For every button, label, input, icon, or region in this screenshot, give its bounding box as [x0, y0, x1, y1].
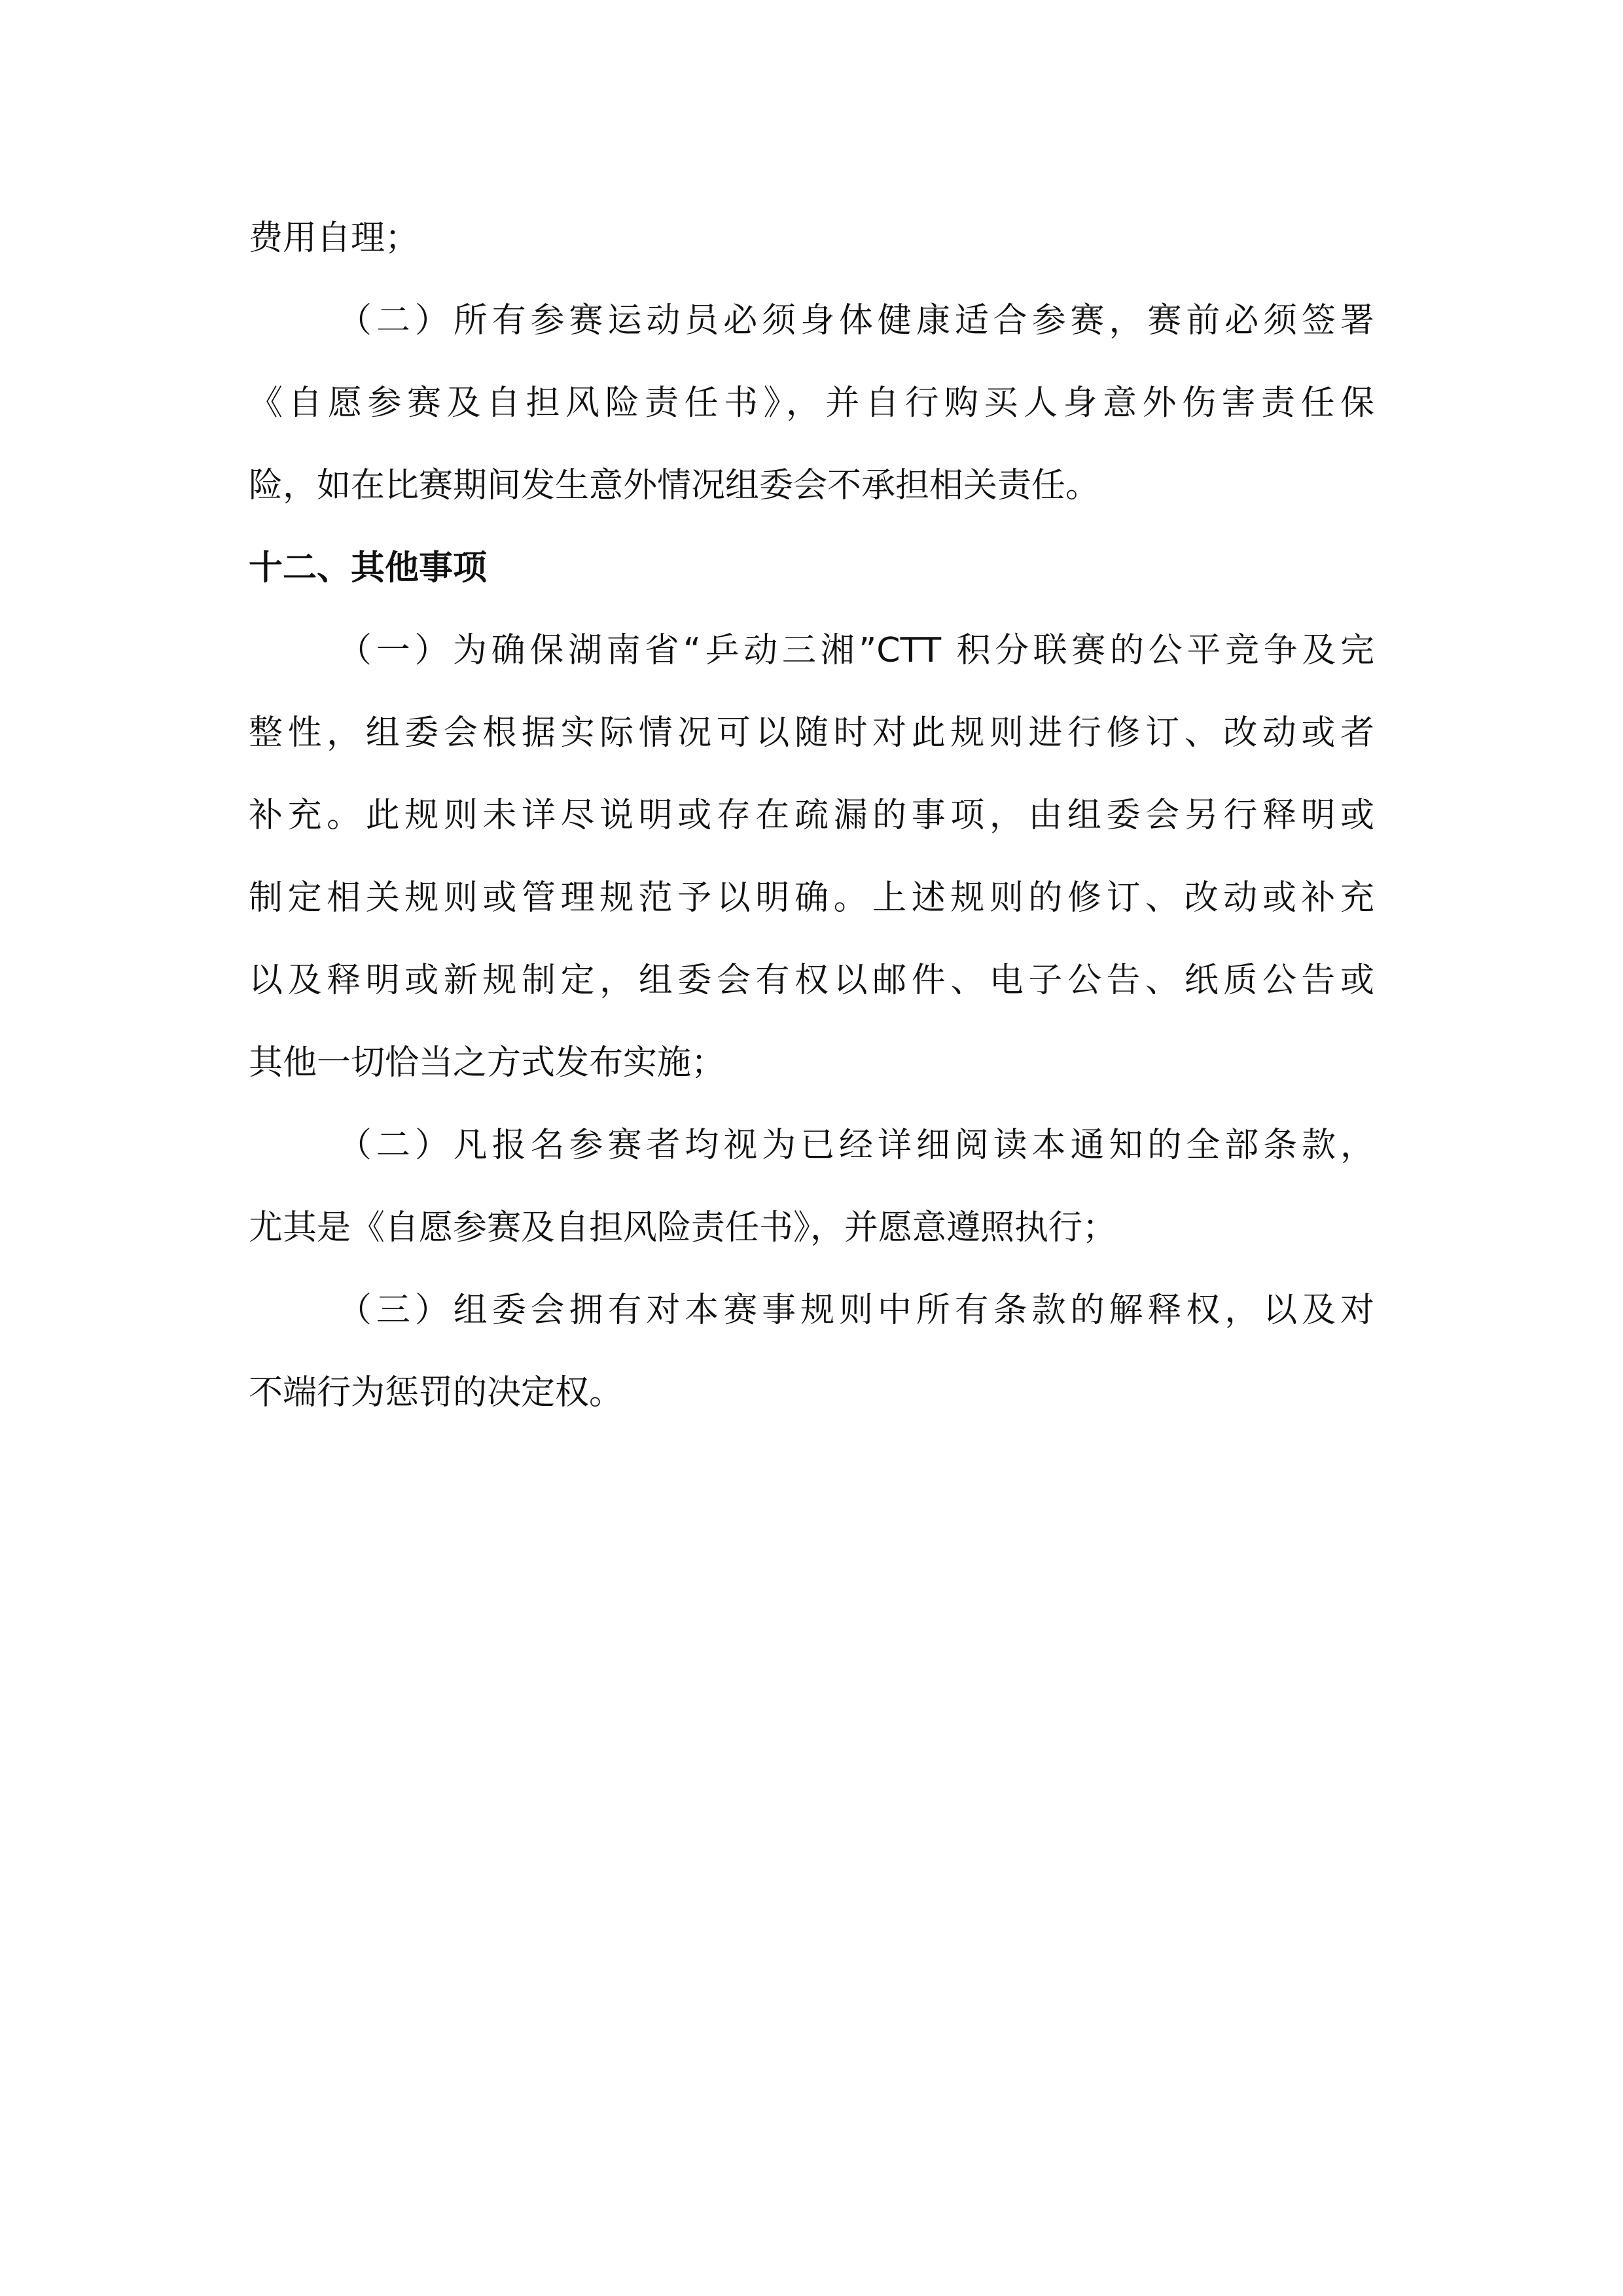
text-line-2: （二）所有参赛运动员必须身体健康适合参赛，赛前必须签署 — [338, 301, 1374, 340]
text-line-6: （一）为确保湖南省“乒动三湘”CTT 积分联赛的公平竞争及完 — [338, 631, 1374, 670]
text-line-7: 整性，组委会根据实际情况可以随时对此规则进行修订、改动或者 — [249, 713, 1374, 753]
text-line-11: 其他一切恰当之方式发布实施； — [249, 1043, 726, 1083]
text-line-9: 制定相关规则或管理规范予以明确。上述规则的修订、改动或补充 — [249, 878, 1374, 918]
text-line-13: 尤其是《自愿参赛及自担风险责任书》，并愿意遵照执行； — [249, 1208, 1117, 1247]
text-line-8: 补充。此规则未详尽说明或存在疏漏的事项，由组委会另行释明或 — [249, 796, 1374, 835]
text-line-10: 以及释明或新规制定，组委会有权以邮件、电子公告、纸质公告或 — [249, 961, 1374, 1000]
text-line-3: 《自愿参赛及自担风险责任书》，并自行购买人身意外伤害责任保 — [249, 384, 1374, 423]
text-line-1: 费用自理； — [249, 219, 419, 258]
section-heading: 十二、其他事项 — [249, 548, 488, 588]
text-line-15: 不端行为惩罚的决定权。 — [249, 1373, 624, 1412]
text-line-12: （二）凡报名参赛者均视为已经详细阅读本通知的全部条款， — [338, 1126, 1374, 1165]
text-line-4: 险，如在比赛期间发生意外情况组委会不承担相关责任。 — [249, 466, 1100, 505]
text-line-14: （三）组委会拥有对本赛事规则中所有条款的解释权，以及对 — [338, 1291, 1374, 1330]
